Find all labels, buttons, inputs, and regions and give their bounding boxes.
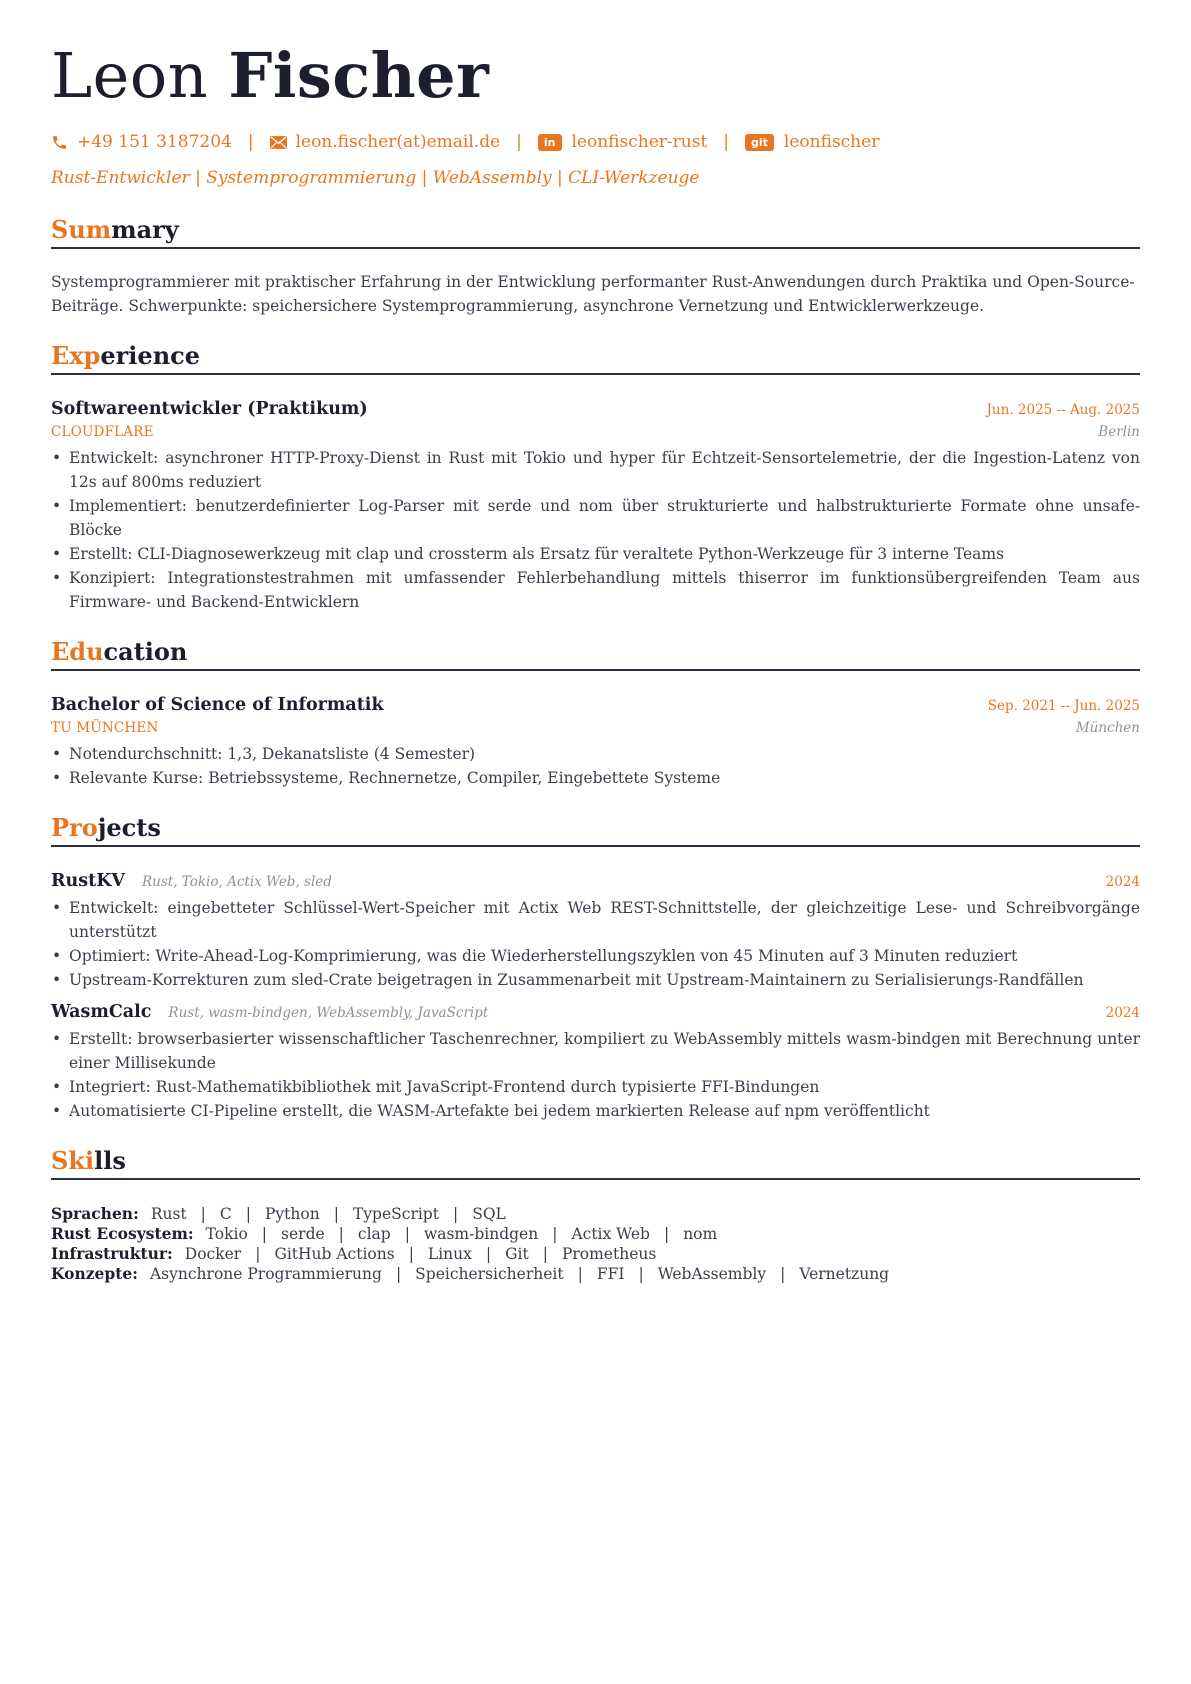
heading-accent: Edu [51, 637, 104, 666]
skill-item: WebAssembly [657, 1265, 767, 1283]
skill-separator: | [245, 1205, 251, 1223]
study-dates: Sep. 2021 -- Jun. 2025 [987, 698, 1140, 714]
skill-item: Rust [150, 1205, 187, 1223]
skill-item: Speichersicherheit [415, 1265, 564, 1283]
skill-row [51, 1244, 1140, 1264]
project-name: RustKV [51, 871, 125, 891]
linkedin-handle: leonfischer-rust [571, 132, 708, 152]
skill-separator: | [200, 1205, 206, 1223]
list-item: • Konzipiert: Integrationstestrahmen mit umfassender Fehlerbehandlung mittels thiserror im funktionsübergreifenden Team aus Firmware- und Backend-Entwicklern [69, 566, 1140, 614]
heading-accent: Ski [51, 1146, 95, 1175]
skill-item: SQL [472, 1205, 506, 1223]
skill-separator: | [577, 1265, 583, 1283]
skill-separator: | [485, 1245, 492, 1263]
contact-bar [51, 130, 1140, 154]
project-entry [51, 1000, 1140, 1123]
project-bullets [51, 896, 1140, 992]
linkedin-icon: in [538, 134, 562, 151]
skill-separator: | [255, 1245, 261, 1263]
skill-item: GitHub Actions [274, 1245, 395, 1263]
list-item: • Optimiert: Write-Ahead-Log-Komprimierung, was die Wiederherstellungszyklen von 45 Minuten auf 3 Minuten reduziert [69, 944, 1140, 968]
skill-separator: | [452, 1205, 459, 1223]
candidate-name [51, 38, 1140, 114]
list-item: • Erstellt: browserbasierter wissenschaftlicher Taschenrechner, kompiliert zu WebAssembly mittels wasm-bindgen mit Berechnung unter einer Millisekunde [69, 1027, 1140, 1075]
skills-list [51, 1204, 1140, 1284]
heading-rest: erience [100, 341, 201, 370]
section-heading-summary [51, 214, 1140, 249]
list-item: • Upstream-Korrekturen zum sled-Crate beigetragen in Zusammenarbeit mit Upstream-Maintainern zu Serialisierungs-Randfällen [69, 968, 1140, 992]
heading-rest: mary [111, 215, 179, 244]
heading-rest: lls [94, 1146, 126, 1175]
skill-separator: | [333, 1205, 339, 1223]
list-item: • Notendurchschnitt: 1,3, Dekanatsliste (4 Semester) [69, 742, 1140, 766]
skill-row [51, 1204, 1140, 1224]
section-heading-skills [51, 1145, 1140, 1180]
job-bullets [51, 446, 1140, 614]
skill-category-label: Sprachen: [51, 1204, 139, 1223]
skill-separator: | [638, 1265, 644, 1283]
list-item: • Relevante Kurse: Betriebssysteme, Rechnernetze, Compiler, Eingebettete Systeme [69, 766, 1140, 790]
entry-header [51, 397, 1140, 421]
skill-separator: | [542, 1245, 548, 1263]
skill-category-label: Rust Ecosystem: [51, 1224, 194, 1243]
email-address: leon.fischer(at)email.de [295, 132, 501, 152]
skill-separator: | [395, 1265, 402, 1283]
git-icon: git [745, 134, 774, 151]
list-item: • Implementiert: benutzerdefinierter Log-Parser mit serde und nom über strukturierte und halbstrukturierte Formate ohne unsafe-Blöcke [69, 494, 1140, 542]
list-item: • Erstellt: CLI-Diagnosewerkzeug mit clap und crossterm als Ersatz für veraltete Python-Werkzeuge für 3 interne Teams [69, 542, 1140, 566]
first-name: Leon [51, 39, 209, 112]
experience-entry [51, 397, 1140, 614]
skill-separator: | [780, 1265, 786, 1283]
skill-row [51, 1224, 1140, 1244]
list-item: • Automatisierte CI-Pipeline erstellt, die WASM-Artefakte bei jedem markierten Release auf npm veröffentlicht [69, 1099, 1140, 1123]
contact-email[interactable] [270, 132, 501, 152]
skill-separator: | [408, 1245, 414, 1263]
job-title: Softwareentwickler (Praktikum) [51, 399, 368, 419]
education-bullets [51, 742, 1140, 790]
contact-separator: | [247, 132, 254, 152]
entry-header [51, 693, 1140, 717]
skill-category-label: Infrastruktur: [51, 1244, 173, 1263]
list-item: • Entwickelt: asynchroner HTTP-Proxy-Dienst in Rust mit Tokio und hyper für Echtzeit-Sensortelemetrie, der die Ingestion-Latenz von 12s auf 800ms reduziert [69, 446, 1140, 494]
job-dates: Jun. 2025 -- Aug. 2025 [986, 402, 1140, 418]
skill-separator: | [663, 1225, 670, 1243]
skill-item: Actix Web [571, 1225, 650, 1243]
skill-item: Tokio [205, 1225, 248, 1243]
skill-item: Python [265, 1205, 320, 1223]
contact-separator: | [516, 132, 522, 152]
project-name: WasmCalc [51, 1002, 152, 1022]
degree-title: Bachelor of Science of Informatik [51, 695, 384, 715]
skill-item: wasm-bindgen [423, 1225, 539, 1243]
skill-item: Git [505, 1245, 529, 1263]
section-heading-projects [51, 812, 1140, 847]
study-location: München [1075, 720, 1140, 736]
list-item: • Integriert: Rust-Mathematikbibliothek mit JavaScript-Frontend durch typisierte FFI-Bindungen [69, 1075, 1140, 1099]
skill-item: nom [683, 1225, 718, 1243]
skill-item: serde [281, 1225, 325, 1243]
employer: CLOUDFLARE [51, 424, 154, 440]
entry-subheader [51, 421, 1140, 443]
project-title-group [51, 1000, 488, 1024]
section-heading-education [51, 636, 1140, 671]
entry-subheader [51, 717, 1140, 739]
skill-item: Vernetzung [799, 1265, 890, 1283]
skill-item: clap [357, 1225, 391, 1243]
skill-item: FFI [596, 1265, 625, 1283]
heading-rest: jects [97, 813, 161, 842]
phone-number: +49 151 3187204 [77, 132, 232, 152]
skill-category-label: Konzepte: [51, 1264, 138, 1283]
heading-accent: Sum [51, 215, 112, 244]
list-item: • Entwickelt: eingebetteter Schlüssel-Wert-Speicher mit Actix Web REST-Schnittstelle, der gleichzeitige Lese- und Schreibvorgänge unterstützt [69, 896, 1140, 944]
skill-item: C [219, 1205, 232, 1223]
project-year: 2024 [1105, 1005, 1140, 1021]
project-title-group [51, 869, 332, 893]
project-tech: Rust, wasm-bindgen, WebAssembly, JavaScript [168, 1005, 489, 1021]
project-entry [51, 869, 1140, 992]
project-bullets [51, 1027, 1140, 1123]
project-header [51, 869, 1140, 893]
project-year: 2024 [1105, 874, 1140, 890]
job-location: Berlin [1098, 424, 1140, 440]
contact-github[interactable] [745, 132, 879, 152]
project-tech: Rust, Tokio, Actix Web, sled [142, 874, 332, 890]
summary-text: Systemprogrammierer mit praktischer Erfahrung in der Entwicklung performanter Rust-Anwendungen durch Praktika und Open-Source-Beiträge. Schwerpunkte: speichersichere Systemprogrammierung, asynchrone Vernetzung und Entwicklerwerkzeuge. [51, 273, 1135, 315]
skill-item: Prometheus [561, 1245, 657, 1263]
phone-icon [51, 134, 68, 151]
contact-linkedin[interactable] [538, 132, 707, 152]
last-name: Fischer [228, 39, 490, 112]
skill-item: Linux [427, 1245, 472, 1263]
skill-row [51, 1264, 1140, 1284]
section-heading-experience [51, 340, 1140, 375]
heading-accent: Exp [51, 341, 101, 370]
envelope-icon [270, 136, 287, 149]
skill-item: TypeScript [352, 1205, 439, 1223]
institution: TU MÜNCHEN [51, 720, 159, 736]
education-entry [51, 693, 1140, 790]
contact-separator: | [723, 132, 730, 152]
skill-separator: | [261, 1225, 268, 1243]
skill-separator: | [552, 1225, 558, 1243]
skill-separator: | [338, 1225, 344, 1243]
skill-separator: | [404, 1225, 410, 1243]
heading-rest: cation [103, 637, 188, 666]
github-handle: leonfischer [783, 132, 880, 152]
contact-phone[interactable] [51, 132, 232, 152]
project-header [51, 1000, 1140, 1024]
tagline: Rust-Entwickler | Systemprogrammierung | WebAssembly | CLI-Werkzeuge [51, 168, 700, 188]
skill-item: Docker [184, 1245, 242, 1263]
heading-accent: Pro [51, 813, 98, 842]
skill-item: Asynchrone Programmierung [149, 1265, 382, 1283]
